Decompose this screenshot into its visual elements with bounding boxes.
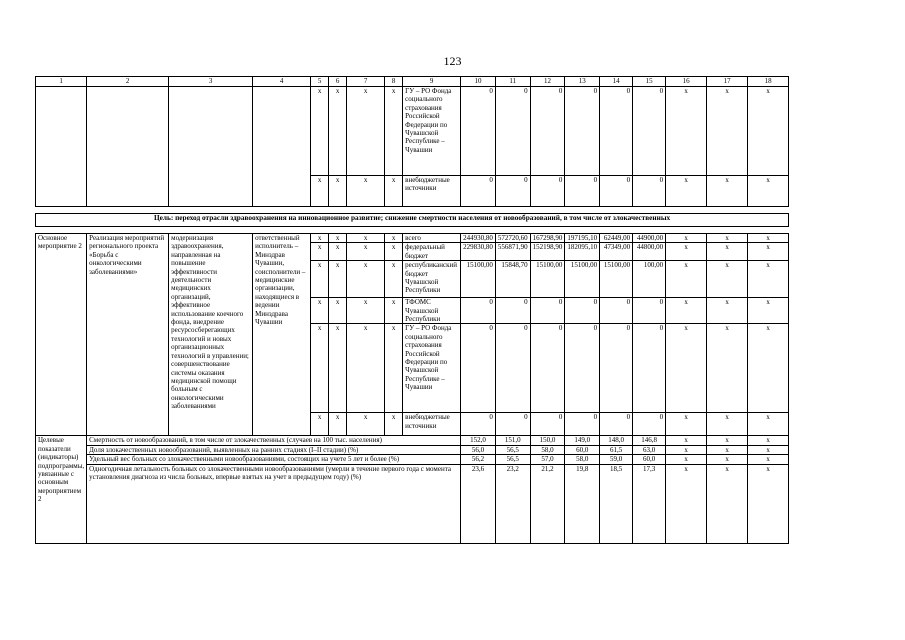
indicator-value: 150,0 (530, 436, 565, 445)
amount-cell: 0 (565, 413, 600, 436)
indicator-value: 152,0 (461, 436, 496, 445)
x-mark: x (666, 243, 707, 261)
funding-source: ГУ – РО Фонда социального страхования Российской Федерации по Чувашской Республике – Чувашии (403, 87, 461, 176)
x-mark: x (311, 87, 329, 176)
x-mark: x (347, 243, 385, 261)
column-number-row (36, 77, 789, 87)
x-mark: x (748, 413, 789, 436)
spacer (36, 227, 789, 234)
x-mark: x (329, 298, 347, 324)
empty-col-2 (87, 87, 169, 207)
amount-cell: 197195,10 (565, 234, 600, 243)
indicator-value: 61,5 (600, 445, 633, 454)
column-number: 9 (403, 77, 461, 87)
amount-cell: 15100,00 (461, 261, 496, 298)
amount-cell: 0 (600, 298, 633, 324)
x-mark: x (347, 87, 385, 176)
funding-source: внебюджетные источники (403, 413, 461, 436)
indicator-value: 23,2 (495, 464, 530, 543)
indicator-value: 23,6 (461, 464, 496, 543)
program-table (35, 76, 789, 544)
x-mark: x (311, 234, 329, 243)
funding-source: республиканский бюджет Чувашской Республики (403, 261, 461, 298)
x-mark: x (311, 298, 329, 324)
x-mark: x (311, 261, 329, 298)
amount-cell: 0 (600, 413, 633, 436)
spacer-row (36, 227, 789, 234)
amount-cell: 0 (633, 413, 666, 436)
indicator-value: 149,0 (565, 436, 600, 445)
x-mark: x (666, 455, 707, 464)
indicator-value: 148,0 (600, 436, 633, 445)
x-mark: x (385, 243, 403, 261)
spacer-row (36, 207, 789, 214)
x-mark: x (311, 324, 329, 413)
measure-title: Основное мероприятие 2 (36, 234, 87, 436)
amount-cell: 0 (530, 298, 565, 324)
indicator-text: Одногодичная летальность больных со злокачественными новообразованиями (умерли в течение первого года с момента установления диагноза из числа больных, впервые взятых на учет в предыдущем году) (%) (87, 464, 461, 543)
funding-source: федеральный бюджет (403, 243, 461, 261)
indicator-text: Доля злокачественных новообразований, выявленных на ранних стадиях (I–II стадии) (%) (87, 445, 461, 454)
x-mark: x (748, 298, 789, 324)
amount-cell: 0 (633, 324, 666, 413)
goal-text: Цель: переход отрасли здравоохранения на инновационное развитие; снижение смертности населения от новообразований, в том числе от злокачественных (36, 214, 789, 227)
indicator-value: 56,5 (495, 445, 530, 454)
x-mark: x (385, 261, 403, 298)
amount-cell: 15100,00 (565, 261, 600, 298)
indicator-value: 146,8 (633, 436, 666, 445)
x-mark: x (311, 413, 329, 436)
x-mark: x (347, 324, 385, 413)
column-number: 4 (253, 77, 311, 87)
x-mark: x (748, 176, 789, 207)
amount-cell: 44900,00 (633, 234, 666, 243)
measure-goal: модернизация здравоохранения, направленная на повышение эффективности деятельности медицинских организаций, эффективное использование коечного фонда, внедрение ресурсосберегающих технологий и новых организационных технологий в управлении; совершенствование системы оказания медицинской помощи больным с онкологическими заболеваниями (169, 234, 253, 436)
amount-cell: 244930,80 (461, 234, 496, 243)
x-mark: x (707, 176, 748, 207)
amount-cell: 572720,60 (495, 234, 530, 243)
amount-cell: 556871,90 (495, 243, 530, 261)
x-mark: x (707, 413, 748, 436)
amount-cell: 229830,80 (461, 243, 496, 261)
x-mark: x (707, 298, 748, 324)
x-mark: x (311, 176, 329, 207)
empty-col-3 (169, 87, 253, 207)
amount-cell: 0 (600, 87, 633, 176)
column-number: 5 (311, 77, 329, 87)
indicator-value: 60,0 (633, 455, 666, 464)
indicator-text: Удельный вес больных со злокачественными новообразованиями, состоящих на учете 5 лет и более (%) (87, 455, 461, 464)
indicator-row (36, 455, 789, 464)
x-mark: x (666, 324, 707, 413)
amount-cell: 0 (565, 87, 600, 176)
x-mark: x (666, 261, 707, 298)
amount-cell: 0 (530, 324, 565, 413)
x-mark: x (666, 298, 707, 324)
x-mark: x (329, 243, 347, 261)
funding-source: ТФОМС Чувашской Республики (403, 298, 461, 324)
x-mark: x (748, 436, 789, 445)
amount-cell: 0 (495, 87, 530, 176)
x-mark: x (385, 324, 403, 413)
empty-col-1 (36, 87, 87, 207)
amount-cell: 0 (461, 298, 496, 324)
x-mark: x (347, 298, 385, 324)
amount-cell: 0 (565, 298, 600, 324)
column-number: 6 (329, 77, 347, 87)
indicator-value: 59,0 (600, 455, 633, 464)
indicator-value: 21,2 (530, 464, 565, 543)
x-mark: x (347, 234, 385, 243)
x-mark: x (666, 413, 707, 436)
column-number: 15 (633, 77, 666, 87)
x-mark: x (707, 464, 748, 543)
spacer (36, 207, 789, 214)
amount-cell: 0 (633, 298, 666, 324)
amount-cell: 0 (461, 176, 496, 207)
amount-cell: 47349,00 (600, 243, 633, 261)
x-mark: x (748, 445, 789, 454)
x-mark: x (329, 261, 347, 298)
measure-row (36, 234, 789, 243)
funding-source: ГУ – РО Фонда социального страхования Российской Федерации по Чувашской Республике – Чувашии (403, 324, 461, 413)
indicator-value: 56,0 (461, 445, 496, 454)
amount-cell: 167298,90 (530, 234, 565, 243)
amount-cell: 15100,00 (530, 261, 565, 298)
indicator-value: 18,5 (600, 464, 633, 543)
x-mark: x (748, 455, 789, 464)
indicator-value: 58,0 (530, 445, 565, 454)
x-mark: x (385, 87, 403, 176)
x-mark: x (329, 324, 347, 413)
indicator-value: 19,8 (565, 464, 600, 543)
x-mark: x (347, 261, 385, 298)
x-mark: x (707, 87, 748, 176)
indicator-row (36, 445, 789, 454)
x-mark: x (748, 324, 789, 413)
indicator-row (36, 464, 789, 543)
amount-cell: 0 (495, 298, 530, 324)
x-mark: x (748, 87, 789, 176)
x-mark: x (707, 243, 748, 261)
amount-cell: 0 (495, 324, 530, 413)
x-mark: x (748, 234, 789, 243)
x-mark: x (666, 464, 707, 543)
x-mark: x (707, 234, 748, 243)
x-mark: x (385, 298, 403, 324)
x-mark: x (385, 234, 403, 243)
amount-cell: 0 (633, 176, 666, 207)
x-mark: x (385, 176, 403, 207)
x-mark: x (666, 445, 707, 454)
empty-col-4 (253, 87, 311, 207)
x-mark: x (748, 261, 789, 298)
x-mark: x (748, 243, 789, 261)
x-mark: x (347, 413, 385, 436)
column-number: 3 (169, 77, 253, 87)
amount-cell: 0 (495, 413, 530, 436)
x-mark: x (329, 413, 347, 436)
funding-source: всего (403, 234, 461, 243)
indicator-value: 56,5 (495, 455, 530, 464)
column-number: 17 (707, 77, 748, 87)
indicator-value: 63,0 (633, 445, 666, 454)
indicator-value: 60,0 (565, 445, 600, 454)
x-mark: x (748, 464, 789, 543)
indicator-value: 58,0 (565, 455, 600, 464)
amount-cell: 62449,00 (600, 234, 633, 243)
amount-cell: 0 (600, 324, 633, 413)
amount-cell: 0 (565, 324, 600, 413)
column-number: 18 (748, 77, 789, 87)
indicator-value: 151,0 (495, 436, 530, 445)
amount-cell: 0 (565, 176, 600, 207)
indicator-value: 56,2 (461, 455, 496, 464)
column-number: 7 (347, 77, 385, 87)
amount-cell: 44800,00 (633, 243, 666, 261)
amount-cell: 0 (600, 176, 633, 207)
amount-cell: 182095,10 (565, 243, 600, 261)
x-mark: x (329, 234, 347, 243)
indicator-value: 17,3 (633, 464, 666, 543)
amount-cell: 0 (461, 87, 496, 176)
goal-row (36, 214, 789, 227)
amount-cell: 0 (495, 176, 530, 207)
x-mark: x (666, 176, 707, 207)
page-number: 123 (443, 54, 462, 68)
funding-source: внебюджетные источники (403, 176, 461, 207)
amount-cell: 152198,90 (530, 243, 565, 261)
x-mark: x (707, 436, 748, 445)
amount-cell: 0 (461, 413, 496, 436)
amount-cell: 0 (530, 87, 565, 176)
indicator-value: 57,0 (530, 455, 565, 464)
x-mark: x (329, 176, 347, 207)
column-number: 11 (495, 77, 530, 87)
amount-cell: 15100,00 (600, 261, 633, 298)
continuation-row (36, 87, 789, 176)
amount-cell: 0 (530, 413, 565, 436)
amount-cell: 0 (530, 176, 565, 207)
column-number: 8 (385, 77, 403, 87)
column-number: 14 (600, 77, 633, 87)
x-mark: x (329, 87, 347, 176)
amount-cell: 15848,70 (495, 261, 530, 298)
x-mark: x (385, 413, 403, 436)
indicator-row (36, 436, 789, 445)
x-mark: x (707, 455, 748, 464)
x-mark: x (666, 87, 707, 176)
indicators-label: Целевые показатели (индикаторы) подпрограммы, увязанные с основным мероприятием 2 (36, 436, 87, 543)
column-number: 13 (565, 77, 600, 87)
amount-cell: 0 (633, 87, 666, 176)
x-mark: x (311, 243, 329, 261)
x-mark: x (707, 445, 748, 454)
indicator-text: Смертность от новообразований, в том числе от злокачественных (случаев на 100 тыс. населения) (87, 436, 461, 445)
column-number: 12 (530, 77, 565, 87)
measure-name: Реализация мероприятий регионального проекта «Борьба с онкологическими заболеваниями» (87, 234, 169, 436)
x-mark: x (666, 234, 707, 243)
x-mark: x (707, 324, 748, 413)
x-mark: x (347, 176, 385, 207)
column-number: 10 (461, 77, 496, 87)
column-number: 1 (36, 77, 87, 87)
x-mark: x (707, 261, 748, 298)
column-number: 2 (87, 77, 169, 87)
amount-cell: 100,00 (633, 261, 666, 298)
measure-executor: ответственный исполнитель – Минздрав Чувашии, соисполнители – медицинские организации, находящиеся в ведении Минздрава Чувашии (253, 234, 311, 436)
amount-cell: 0 (461, 324, 496, 413)
x-mark: x (666, 436, 707, 445)
column-number: 16 (666, 77, 707, 87)
